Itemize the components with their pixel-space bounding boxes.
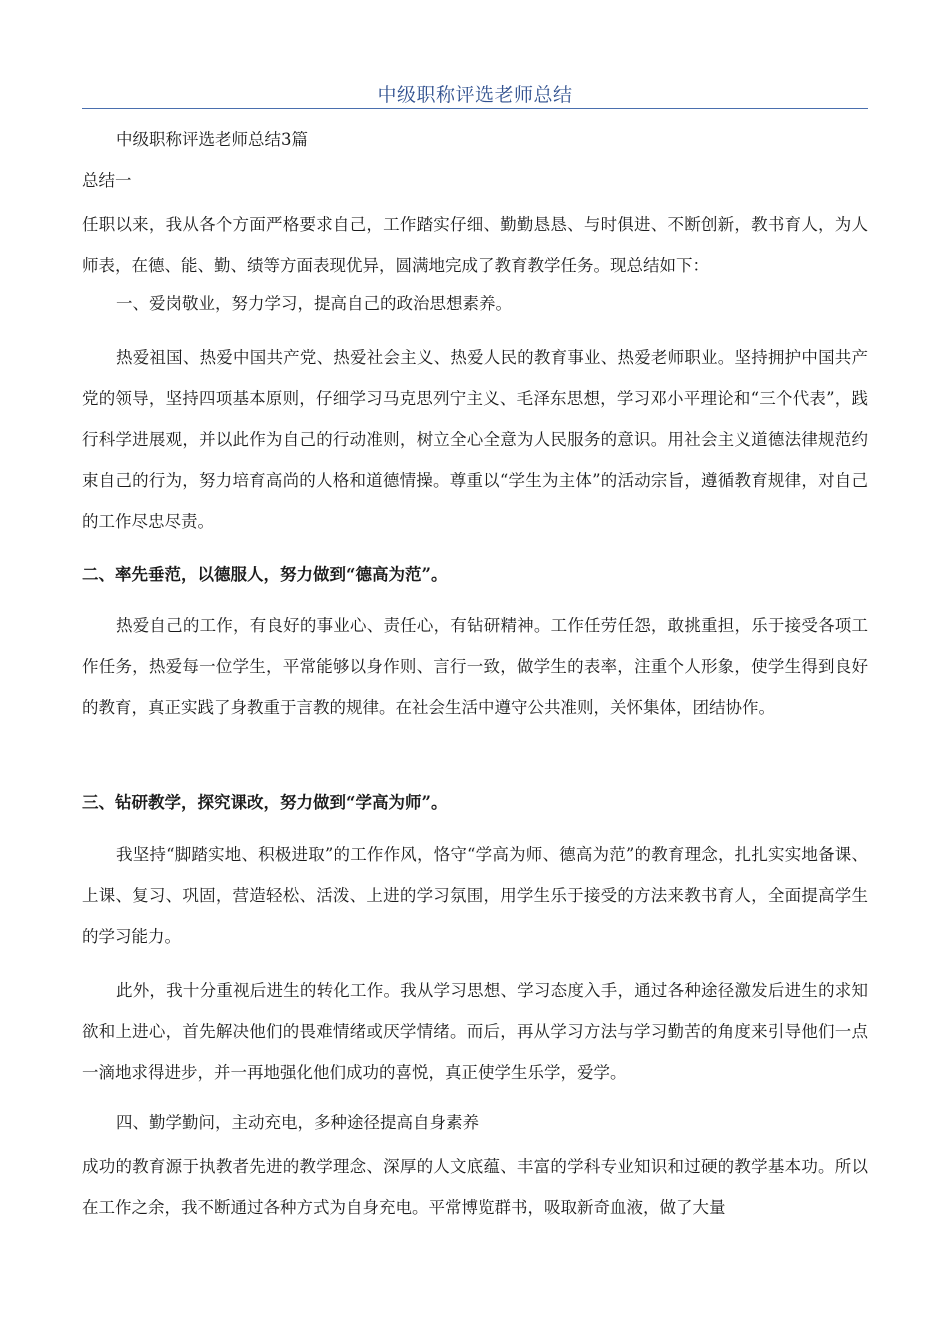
paragraph-2: 热爱自己的工作，有良好的事业心、责任心，有钻研精神。工作任劳任怨，敢挑重担，乐于接受各项工作任务，热爱每一位学生，平常能够以身作则、言行一致，做学生的表率，注重个人形象，使学生得到良好的教育，真正实践了身教重于言教的规律。在社会生活中遵守公共准则，关怀集体，团结协作。 (82, 616, 868, 717)
document-subtitle: 中级职称评选老师总结3篇 (116, 130, 308, 149)
heading-4: 四、勤学勤问，主动充电，多种途径提高自身素养 (116, 1113, 479, 1132)
paragraph-3: 我坚持“脚踏实地、积极进取”的工作作风，恪守“学高为师、德高为范”的教育理念，扎扎实实地备课、上课、复习、巩固，营造轻松、活泼、上进的学习氛围，用学生乐于接受的方法来教书育人，全面提高学生的学习能力。 (82, 845, 868, 946)
header-divider (82, 108, 868, 109)
heading-1: 一、爱岗敬业，努力学习，提高自己的政治思想素养。 (116, 294, 512, 313)
intro-paragraph: 任职以来，我从各个方面严格要求自己，工作踏实仔细、勤勤恳恳、与时俱进、不断创新，教书育人，为人师表，在德、能、勤、绩等方面表现优异，圆满地完成了教育教学任务。现总结如下： (82, 215, 868, 275)
paragraph-4: 此外，我十分重视后进生的转化工作。我从学习思想、学习态度入手，通过各种途径激发后进生的求知欲和上进心，首先解决他们的畏难情绪或厌学情绪。而后，再从学习方法与学习勤苦的角度来引导他们一点一滴地求得进步，并一再地强化他们成功的喜悦，真正使学生乐学，爱学。 (82, 981, 868, 1082)
heading-3: 三、钻研教学，探究课改，努力做到“学高为师”。 (82, 793, 448, 812)
paragraph-5: 成功的教育源于执教者先进的教学理念、深厚的人文底蕴、丰富的学科专业知识和过硬的教学基本功。所以在工作之余，我不断通过各种方式为自身充电。平常博览群书，吸取新奇血液，做了大量 (82, 1157, 868, 1217)
paragraph-1: 热爱祖国、热爱中国共产党、热爱社会主义、热爱人民的教育事业、热爱老师职业。坚持拥护中国共产党的领导，坚持四项基本原则，仔细学习马克思列宁主义、毛泽东思想，学习邓小平理论和“三个代表”，践行科学进展观，并以此作为自己的行动准则，树立全心全意为人民服务的意识。用社会主义道德法律规范约束自己的行为，努力培育高尚的人格和道德情操。尊重以“学生为主体”的活动宗旨，遵循教育规律，对自己的工作尽忠尽责。 (82, 348, 868, 531)
section-label: 总结一 (82, 171, 132, 190)
heading-2: 二、率先垂范，以德服人，努力做到“德高为范”。 (82, 565, 448, 584)
header-title: 中级职称评选老师总结 (377, 84, 573, 106)
